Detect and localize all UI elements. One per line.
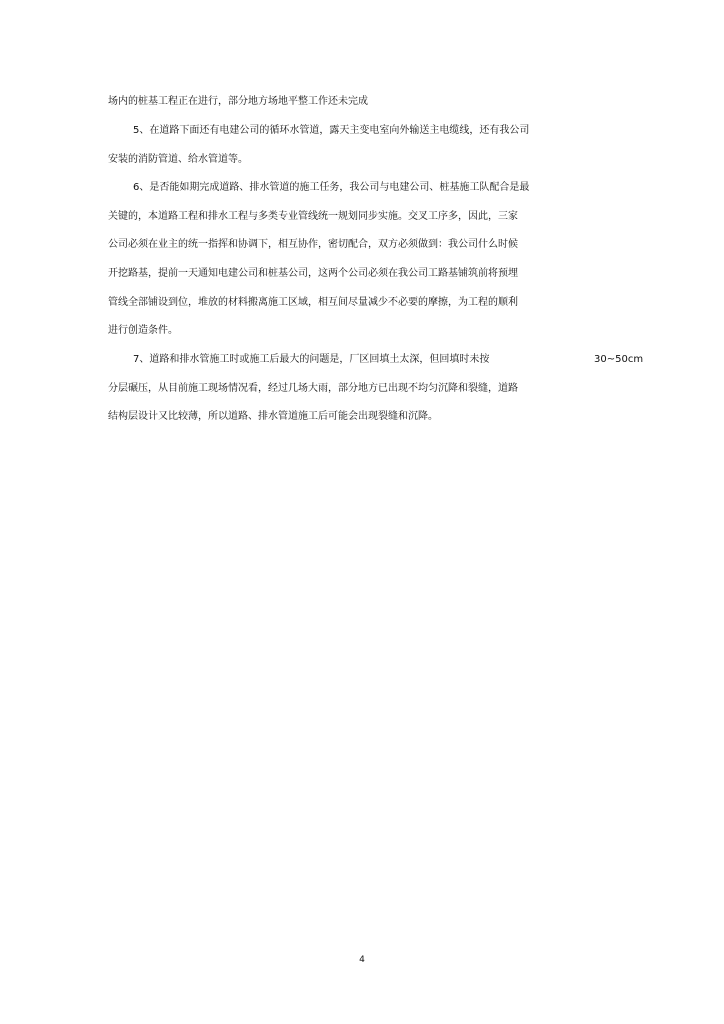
text-line-6: 公司必须在业主的统一指挥和协调下，相互协作，密切配合，双方必须做到：我公司什么时候 <box>108 239 518 250</box>
text-line-2: 5、在道路下面还有电建公司的循环水管道，露天主变电室向外输送主电缆线，还有我公司 <box>133 125 530 136</box>
text-line-9: 进行创造条件。 <box>108 325 178 336</box>
page-number: 4 <box>359 955 365 965</box>
text-line-12: 结构层设计又比较薄，所以道路、排水管道施工后可能会出现裂缝和沉降。 <box>108 411 438 422</box>
text-line-3: 安装的消防管道、给水管道等。 <box>108 154 248 165</box>
text-line-5: 关键的，本道路工程和排水工程与多类专业管线统一规划同步实施。交叉工序多，因此，三家 <box>108 211 518 222</box>
text-line-8: 管线全部铺设到位，堆放的材料搬离施工区域，相互间尽量减少不必要的摩擦，为工程的顺利 <box>108 297 518 308</box>
depth-value: 30~50cm <box>594 354 644 365</box>
text-line-4: 6、是否能如期完成道路、排水管道的施工任务，我公司与电建公司、桩基施工队配合是最 <box>133 182 530 193</box>
text-line-7: 开挖路基，提前一天通知电建公司和桩基公司，这两个公司必须在我公司工路基铺筑前将预埋 <box>108 268 518 279</box>
text-line-11: 分层碾压，从目前施工现场情况看，经过几场大雨，部分地方已出现不均匀沉降和裂缝，道路 <box>108 383 518 394</box>
text-line-10: 7、道路和排水管施工时或施工后最大的问题是，厂区回填土太深，但回填时未按 <box>133 354 490 365</box>
text-line-1: 场内的桩基工程正在进行，部分地方场地平整工作还未完成 <box>108 96 368 107</box>
